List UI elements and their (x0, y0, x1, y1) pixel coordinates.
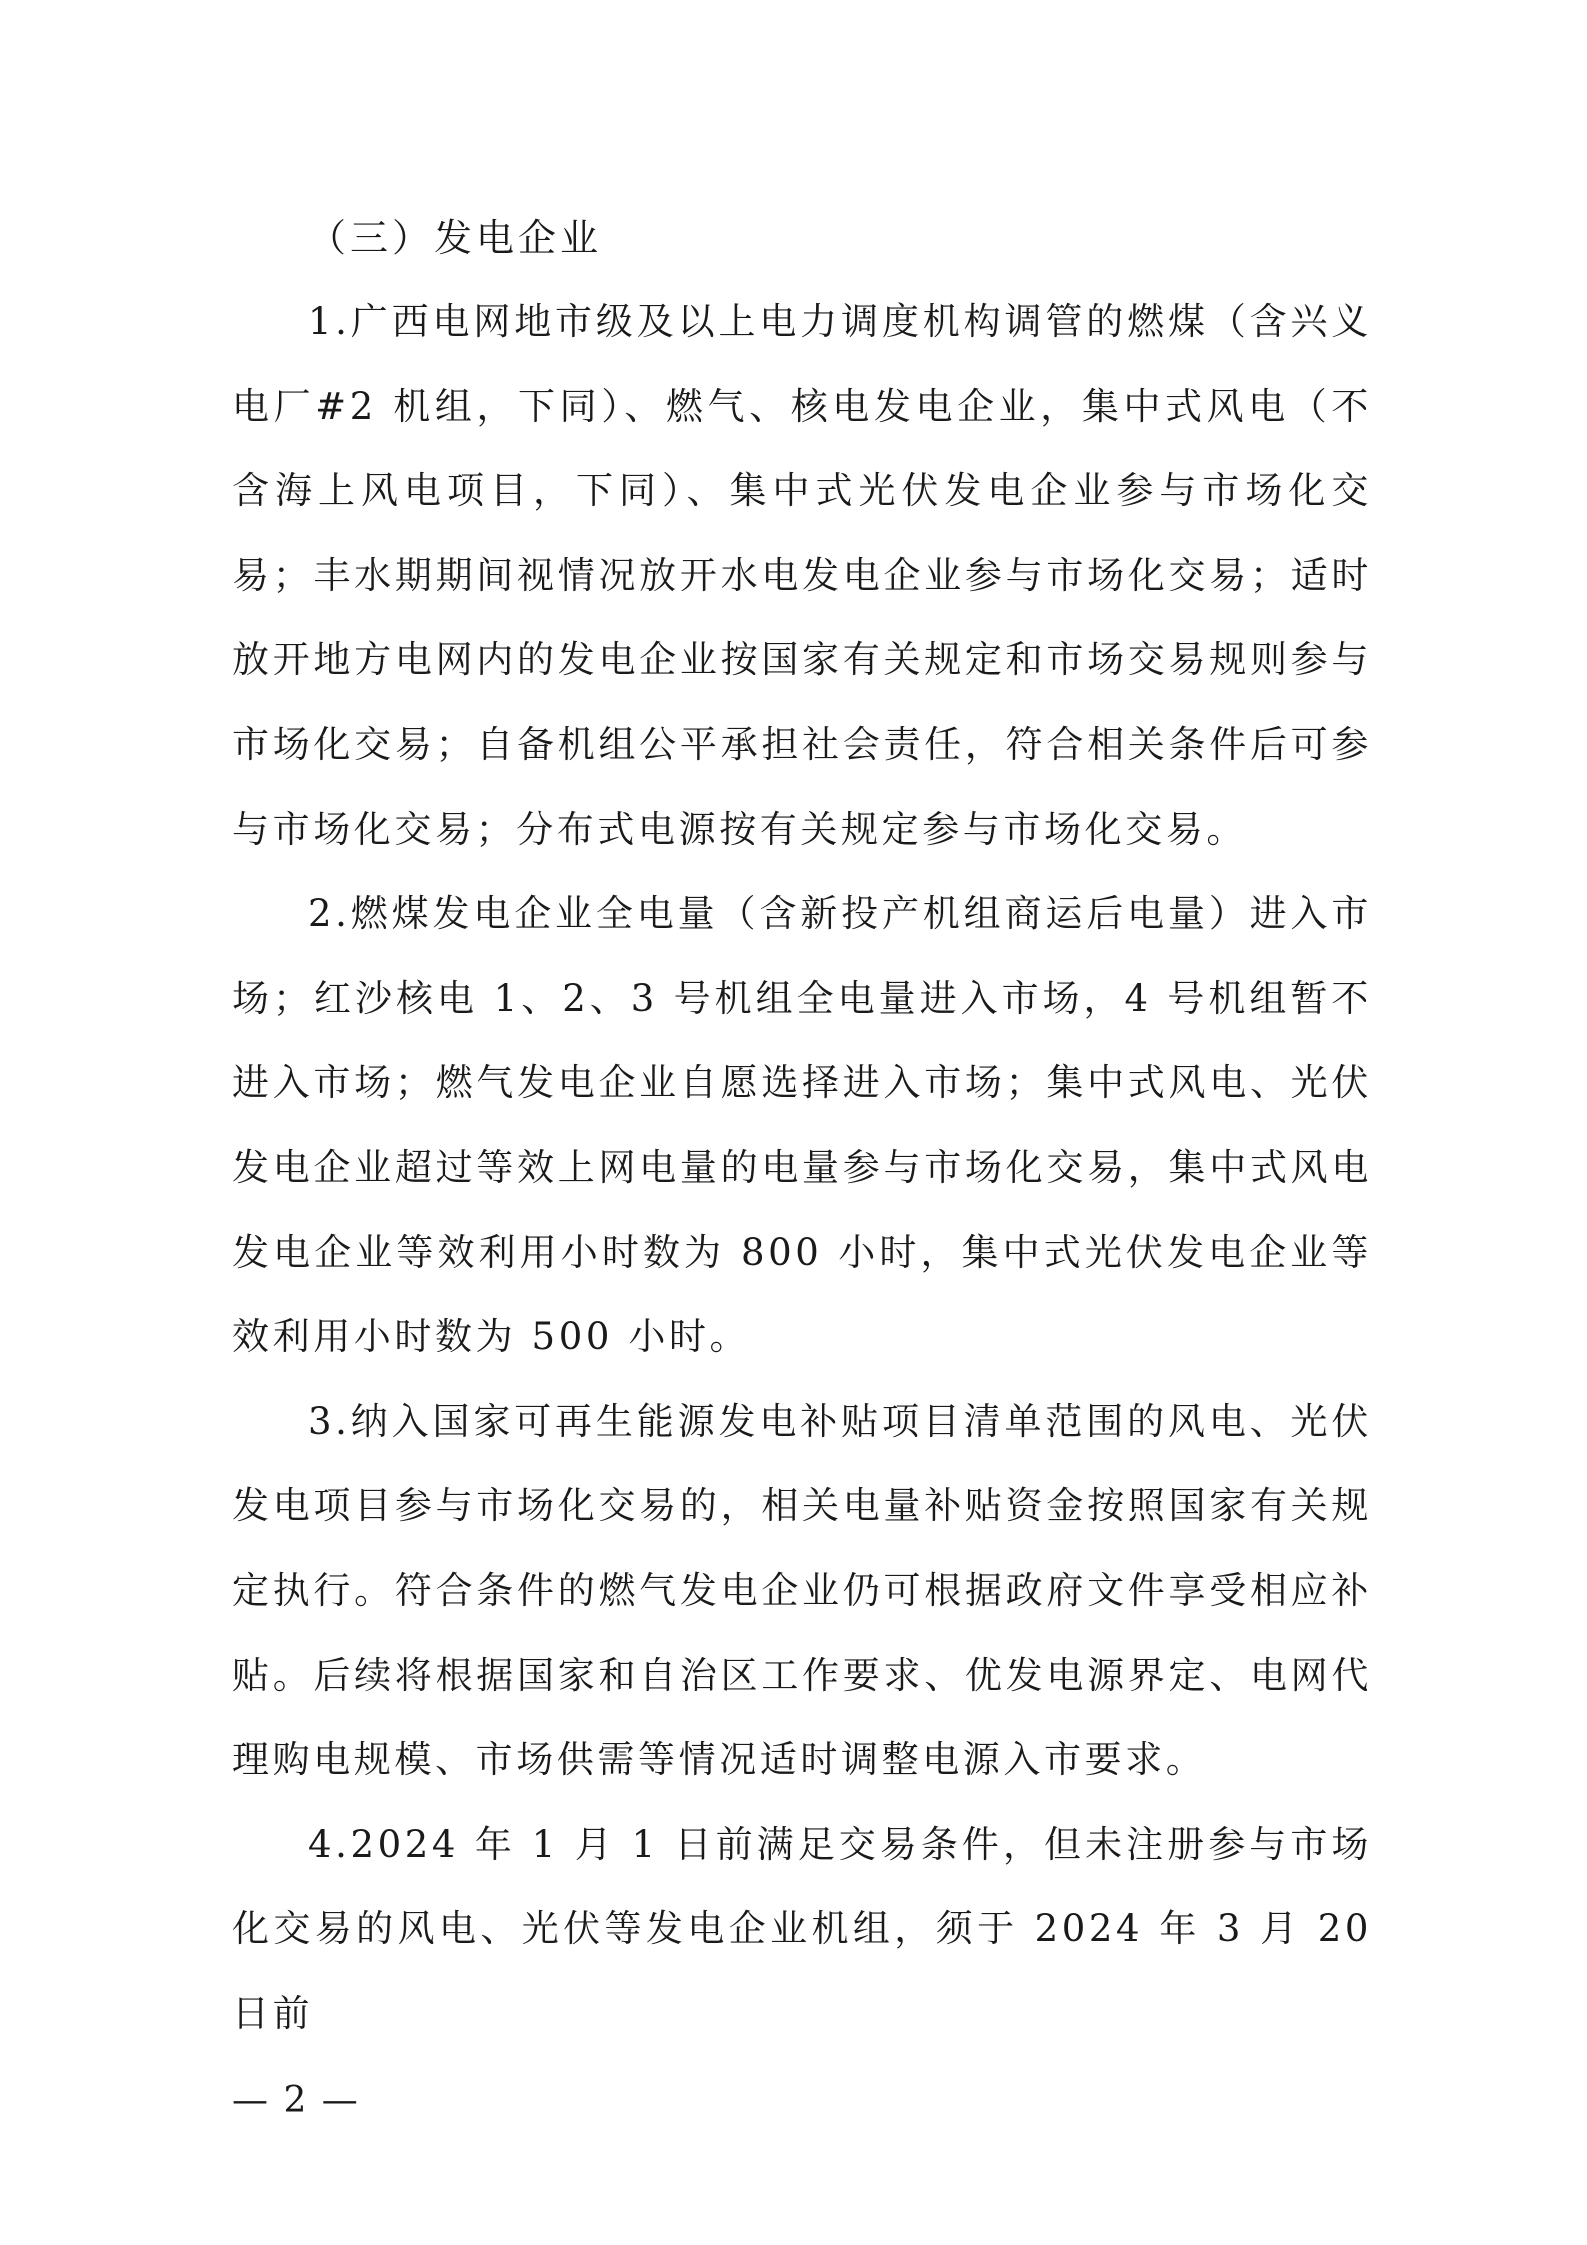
document-body (232, 196, 1372, 2056)
paragraph-2: 2.燃煤发电企业全电量（含新投产机组商运后电量）进入市场；红沙核电 1、2、3 号机组全电量进入市场，4 号机组暂不进入市场；燃气发电企业自愿选择进入市场；集中式风电、光伏发电企业超过等效上网电量的电量参与市场化交易，集中式风电发电企业等效利用小时数为 800 小时，集中式光伏发电企业等效利用小时数为 500 小时。 (232, 892, 1372, 1359)
paragraph-1: 1.广西电网地市级及以上电力调度机构调管的燃煤（含兴义电厂#2 机组，下同）、燃气、核电发电企业，集中式风电（不含海上风电项目，下同）、集中式光伏发电企业参与市场化交易；丰水期期间视情况放开水电发电企业参与市场化交易；适时放开地方电网内的发电企业按国家有关规定和市场交易规则参与市场化交易；自备机组公平承担社会责任，符合相关条件后可参与市场化交易；分布式电源按有关规定参与市场化交易。 (232, 300, 1372, 851)
section-heading: （三）发电企业 (308, 216, 603, 260)
paragraph-4: 4.2024 年 1 月 1 日前满足交易条件，但未注册参与市场化交易的风电、光伏等发电企业机组，须于 2024 年 3 月 20 日前 (232, 1822, 1372, 2035)
paragraph-3: 3.纳入国家可再生能源发电补贴项目清单范围的风电、光伏发电项目参与市场化交易的，相关电量补贴资金按照国家有关规定执行。符合条件的燃气发电企业仍可根据政府文件享受相应补贴。后续将根据国家和自治区工作要求、优发电源界定、电网代理购电规模、市场供需等情况适时调整电源入市要求。 (232, 1399, 1372, 1782)
page-number: — 2 — (232, 2080, 360, 2121)
